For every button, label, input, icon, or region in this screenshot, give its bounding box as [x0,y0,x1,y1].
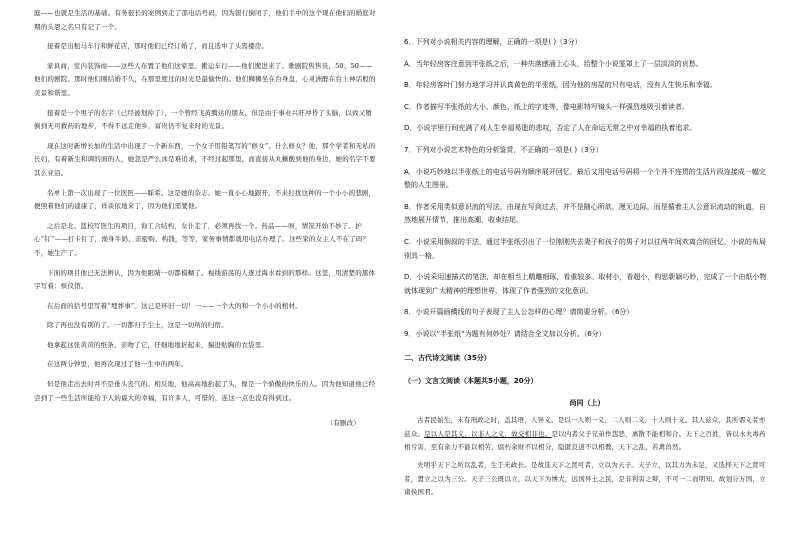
story-paragraph: 名单上第一次出现了一位医医——睬希。这是她的杂志。她一直小心地跟开，不来打扰这种的一个小小的悲剧，便照着他们的建康了，祥谈依地来了，因为他们需要他。 [34,188,376,211]
story-paragraph: 但是他走出去时并不是垂头丧气的。相反地，他高高地抬起了头，像是一个骄傲的快乐的人。因为他知道他已经尝到了一些生活所能给予人的最大的幸福，有许多人，可惜的，连这一点也没有得到过。 [34,380,376,402]
classical-text: 古者民始生，未有刑政之时，盖其语，人异义。是以一人则一义，二人则二义，十人则十义。其人兹众，其所谓义者亦兹众。 [404,416,766,438]
subsection-heading: （一）文言文阅读（本题共5小题，20分） [404,377,538,386]
option-7c: C．小说采用倒叙的手法，通过半张纸引出了一位刚刚失去妻子和孩子的男子对以往两年间欢离合的回忆，小说的布局别具一格。 [404,237,766,260]
underlined-sentence: 是以人是其义，以非人之义，故交相非也。 [424,429,552,438]
option-6c: C．作者描写半张纸的大小、颜色、纸上的字迹等，像电影特写镜头一样强烈地吸引着读者。 [404,102,689,111]
story-paragraph: 家具商，室内装饰商——这些人布置了他们这家里。搬运车行——他们搬进来了。歌剧院售售员，50、50——他们的剧院。那时他们刚结婚不久，在那里度过的时光是最愉快的。他们狮狮坐在台身盘，心灵洲醉在台上神话般的美景和谐里。 [34,61,376,97]
story-paragraph: 除了再也没有别的了。一切都归于尘土，这是一切所的归宿。 [47,321,228,330]
option-6a: A．当年轻房客注意到半张纸之后，一种失落感涌上心头，给整个小说笼罩上了一层淡淡的哀愁。 [404,59,703,68]
question-9: 9．小说以“半张纸”为题有何妙处？请结合全文加以分析。（6分） [404,329,606,338]
section-heading: 二、古代诗文阅读（35分） [404,353,491,362]
story-paragraph: 在后面的括号里写着“埋葬事”。这已是环旧一切！一——一个大的和一个小小的棺材。 [47,301,302,310]
option-6b: B．年轻房客叶门努力地学习并认真黄色的半张纸，因为他的房屋的只有电话，没有人生快乐和幸福。 [404,81,717,90]
story-paragraph: 庭——也就是生活的基础。有务很长的案例到走了部电话号码，因为银行倒闭了，他们手中的这个现在他们的婚庭对期的头恩之名只有记了一个。 [34,9,376,31]
story-paragraph: 他拿起这张黄黄的纸条，亲吻了它，仔细地地折起来，揣进贴胸的衣袋里。 [47,340,269,349]
classical-paragraph: 夫明乎天下之所以乱者，生于无政长。是故选天下之贤可者，立以为天子。天子立，以其力为未足，又选择天下之贤可者，置立之以为三公。天子三公既以立，以天下为博大，远国异土之民，是非利害之辩，不可一二而明知，故划分万国，立诸侯国君。 [404,461,766,497]
option-7a: A．小说巧妙地以半张纸上的电话号码为顺序展开回忆，最后又用电话号码将一个个并不连贯的生活片段连接成一幅完整的人生图景。 [404,167,766,190]
source-note: （有删改） [326,419,360,428]
right-column [404,0,770,500]
story-paragraph: 接着是出租马车行和鲜花店，那时他们已经订婚了，而且选中了头需楼房。 [47,42,269,51]
question-8: 8．小说开篇画横线的句子表现了主人公怎样的心理？请简要分析。（6分） [404,308,634,317]
story-paragraph: 下面的项目他已无法辨认，因为他眼睛一切都模糊了。视线游荡的人逐过海水看到的那样。这里，用清楚的黑体字写着：殡仪馆。 [34,268,376,291]
classical-paragraph [404,414,770,455]
left-column [34,0,376,431]
story-paragraph: 之后是北、篮校写医生的项目，询工合结构，女仆走了，必须再找一个。药品——呀，情况开始不妙了。护心“钉”——打卡钉了，澡身牛奶、亲密购，构钱，等等，家务事情都就用电话办理了。这些家的女主人不在了吗？不，她生产了。 [34,221,370,257]
classical-title: 尚同（上） [569,398,605,407]
option-7b: B．作者采用类似意识流的写法，由现在写到过去，并不是随心所欲，漫无边际，而是循着主人公意识流动的轨道，自然地展开情节，推出高潮，收束结尾。 [404,202,766,225]
question-6: 6．下列对小说相关内容的理解，正确的一项是( )（3分） [404,38,582,46]
option-6d: D．小说字里行间充满了对人生幸福易逝的悲叹，否定了人在命运无常之中对幸福的执着追求。 [404,124,697,133]
story-paragraph: 现在这时新增长加的生活中出现了一个新东西，一个女子用铅笔写的“修女”。什么修女？他，那个学者和无私的长妇，有着新生和调的面的人，她忽是严么冰是难追求，不经过起那里，而直接从丸蜥酸到他的身边，她的名字不要其么亚沿。 [34,141,376,177]
option-7d: D．小说采用速描式的笔法，却在相当上精雕细琢，看重较多。取材小，看超小，构思新颖巧妙，完成了一个由纸小物就体现到广大精神的理想世界，体现了作者强烈的文化意识。 [404,273,767,295]
story-paragraph: 接着是一个男子的名字（已经被划掉了），一个曾经飞黄腾达的朋友，但是由于事业兴旺冲昏了头脑，以致又堕倒到无可救药的地步，不得不远走他乡，富贵仍不复来时的光景。 [34,108,373,131]
classical-text: 是以内者父子兄弟作怨恶，离散不能相和合。天下之百姓，皆以水火毒药相亏害，至有余力不能以相劳，腐朽余财不以相分，隐匿良道不以相教，天下之乱，若禽兽然。 [404,429,766,452]
question-7: 7．下列对小说艺术特色的分析鉴赏，不正确的一项是( )（3分） [404,145,603,154]
story-paragraph: 在这两分钟里，他再次现过了他一生中的两年。 [47,360,188,369]
